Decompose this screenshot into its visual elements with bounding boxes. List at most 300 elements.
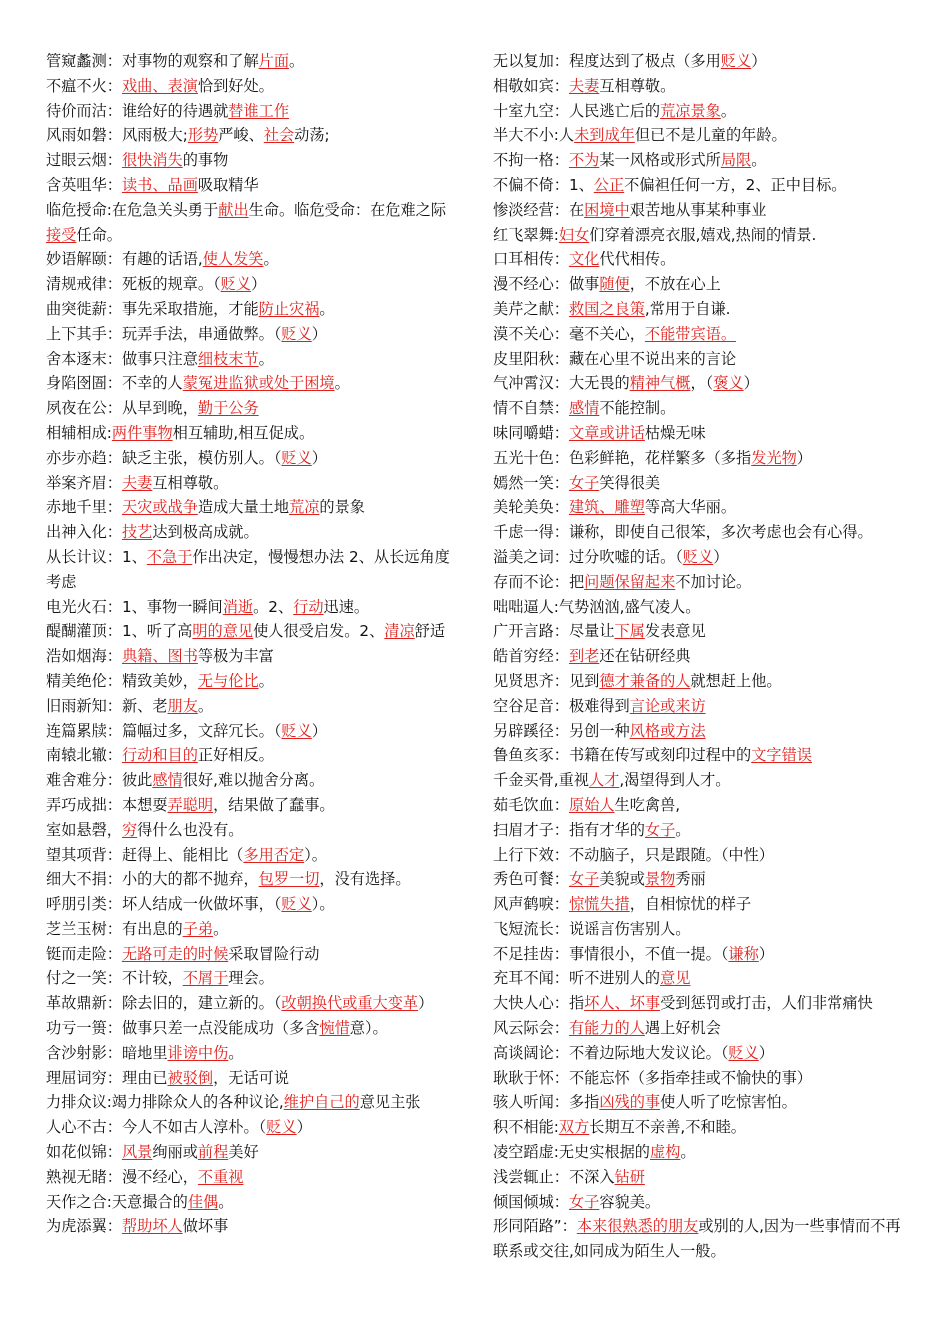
entry-text: 曲突徙薪：事先采取措施，才能: [46, 299, 259, 318]
entry-text: 使人听了吃惊害怕。: [660, 1093, 797, 1112]
highlighted-text: 感情: [568, 399, 600, 418]
highlighted-text: 贬义: [281, 324, 312, 343]
entry-text: 受到惩罚或打击，人们非常痛快: [660, 994, 873, 1013]
entry-text: 。: [218, 1192, 234, 1211]
highlighted-text: 到老: [568, 647, 600, 666]
entry-text: 的景象: [319, 498, 365, 517]
idiom-entry: [493, 1041, 913, 1066]
highlighted-text: 细枝末节: [197, 349, 259, 368]
entry-text: 出神入化：: [46, 523, 122, 542]
idiom-entry: [493, 99, 913, 124]
highlighted-text: 贬义: [720, 52, 752, 70]
entry-text: 上下其手：玩弄手法，串通做弊。（: [46, 324, 282, 343]
highlighted-text: 无路可走的时候: [121, 944, 229, 963]
highlighted-text: 女子: [568, 473, 600, 492]
entry-text: 形同陌路”：: [493, 1217, 577, 1236]
highlighted-text: 行动和目的: [121, 746, 198, 765]
idiom-entry: [46, 595, 460, 620]
idiom-entry: [493, 421, 913, 446]
entry-text: 醍醐灌顶：1、听了高: [46, 622, 193, 641]
entry-text: ）: [418, 994, 434, 1013]
entry-text: 。: [334, 374, 350, 393]
entry-text: 清规戒律：死板的规章。（: [46, 275, 221, 294]
idiom-entry: [493, 1165, 913, 1190]
highlighted-text: 随便: [599, 275, 630, 294]
idiom-entry: [493, 694, 913, 719]
idiom-entry: [46, 471, 460, 496]
highlighted-text: 意见: [660, 969, 691, 988]
entry-text: ）: [758, 944, 774, 963]
entry-text: 美貌或: [599, 870, 645, 889]
idiom-entry: [46, 148, 460, 173]
entry-text: 吸取精华: [197, 175, 259, 194]
entry-text: 半大不小:人: [493, 126, 575, 145]
entry-text: 过眼云烟：: [46, 151, 122, 170]
entry-text: 溢美之词：过分吹嘘的话。（: [493, 547, 683, 566]
entry-text: 无以复加：程度达到了极点（多用: [493, 52, 721, 70]
idiom-entry: [493, 297, 913, 322]
highlighted-text: 言论或来访: [629, 696, 706, 715]
highlighted-text: 帮助坏人: [121, 1217, 183, 1236]
idiom-entry: [46, 768, 460, 793]
entry-text: 恰到好处。: [197, 76, 274, 95]
entry-text: 空谷足音：极难得到: [493, 696, 630, 715]
entry-text: 某一风格或形式所: [599, 151, 721, 170]
entry-text: 容貌美。: [599, 1192, 661, 1211]
entry-text: 嫣然一笑：: [493, 473, 569, 492]
idiom-entry: [46, 818, 460, 843]
entry-text: 造成大量土地: [197, 498, 289, 517]
idiom-entry: [46, 446, 460, 471]
entry-text: 生吃禽兽,: [614, 795, 681, 814]
entry-text: ）。: [311, 895, 335, 914]
highlighted-text: 很快消失: [121, 151, 183, 170]
highlighted-text: 不屑于: [182, 969, 229, 988]
entry-text: 。2、: [253, 597, 294, 616]
entry-text: 红飞翠舞:: [493, 225, 559, 244]
entry-text: 熟视无睹：漫不经心，: [46, 1167, 198, 1186]
idiom-entry: [46, 1016, 460, 1041]
highlighted-text: 问题保留起来: [584, 572, 676, 591]
highlighted-text: 夫妻: [568, 76, 600, 95]
entry-text: 呼朋引类：坏人结成一伙做坏事，（: [46, 895, 282, 914]
entry-text: 。: [680, 1143, 696, 1162]
entry-text: 秀色可餐：: [493, 870, 569, 889]
highlighted-text: 建筑、雕塑: [568, 498, 645, 517]
entry-text: 高谈阔论：不着边际地大发议论。（: [493, 1043, 729, 1062]
highlighted-text: 行动: [293, 597, 324, 616]
entry-text: 广开言路：尽量让: [493, 622, 615, 641]
highlighted-text: 穷: [121, 820, 138, 839]
entry-text: 理屈词穷：理由已: [46, 1068, 168, 1087]
entry-text: 。: [289, 52, 305, 70]
entry-text: 等高大华丽。: [644, 498, 736, 517]
entry-text: 积不相能:: [493, 1118, 559, 1137]
entry-text: 含英咀华：: [46, 175, 122, 194]
entry-text: 迅速。: [323, 597, 370, 616]
highlighted-text: 女子: [568, 1192, 600, 1211]
entry-text: 夙夜在公：从早到晚，: [46, 399, 198, 418]
entry-text: 秀丽: [675, 870, 706, 889]
entry-text: 绚丽或: [152, 1143, 198, 1162]
highlighted-text: 不为: [568, 151, 600, 170]
entry-text: 付之一笑：不计较，: [46, 969, 183, 988]
idiom-entry: [46, 520, 460, 545]
entry-text: ）: [713, 547, 729, 566]
idiom-entry: [46, 74, 460, 99]
highlighted-text: 清凉: [384, 622, 415, 641]
entry-text: 举案齐眉：: [46, 473, 122, 492]
entry-text: 皮里阳秋：藏在心里不说出来的言论: [493, 349, 736, 368]
idiom-entry: [493, 917, 913, 942]
idiom-entry: [46, 966, 460, 991]
entry-text: 。: [228, 1043, 244, 1062]
highlighted-text: 弄聪明: [167, 795, 214, 814]
entry-text: 不拘一格：: [493, 151, 569, 170]
highlighted-text: 戏曲、表演: [121, 76, 198, 95]
idiom-entry: [46, 644, 460, 669]
highlighted-text: 惋惜: [319, 1019, 350, 1038]
highlighted-text: 维护自己的: [283, 1093, 360, 1112]
entry-text: 精美绝伦：精致美妙，: [46, 671, 198, 690]
highlighted-text: 替谁工作: [228, 101, 289, 120]
idiom-entry: [493, 1066, 913, 1091]
entry-text: 妙语解颐：有趣的话语,: [46, 250, 203, 269]
entry-text: 功亏一篑：做事只差一点没能成功（多含: [46, 1019, 320, 1038]
idiom-entry: [493, 570, 913, 595]
highlighted-text: 公正: [593, 175, 625, 194]
entry-text: 连篇累牍：篇幅过多，文辞冗长。（: [46, 721, 282, 740]
idiom-entry: [493, 1214, 913, 1264]
entry-text: 充耳不闻：听不进别人的: [493, 969, 661, 988]
entry-text: 但已不是儿童的年龄。: [634, 126, 787, 145]
entry-text: ）: [751, 52, 767, 70]
entry-text: 不足挂齿：事情很小，不值一提。（: [493, 944, 729, 963]
entry-text: ）: [311, 324, 327, 343]
entry-text: 美轮美奂：: [493, 498, 569, 517]
idiom-entry: [493, 272, 913, 297]
idiom-entry: [493, 867, 913, 892]
entry-text: 室如悬磬，: [46, 820, 122, 839]
entry-text: ）: [796, 448, 812, 467]
idiom-entry: [46, 1214, 460, 1239]
highlighted-text: 被驳倒: [167, 1068, 214, 1087]
entry-text: 旧雨新知：新、老: [46, 696, 168, 715]
entry-text: 漫不经心：做事: [493, 275, 600, 294]
highlighted-text: 典籍、图书: [121, 647, 198, 666]
idiom-entry: [46, 545, 460, 595]
entry-text: ，不放在心上: [629, 275, 721, 294]
idiom-entry: [493, 446, 913, 471]
highlighted-text: 防止灾祸: [258, 299, 320, 318]
idiom-entry: [46, 173, 460, 198]
entry-text: 不偏不倚：1、: [493, 175, 594, 194]
entry-text: 耿耿于怀：不能忘怀（多指牵挂或不愉快的事）: [493, 1068, 812, 1087]
idiom-entry: [46, 371, 460, 396]
entry-text: 如花似锦：: [46, 1143, 122, 1162]
entry-text: 望其项背：赶得上、能相比（: [46, 845, 244, 864]
entry-text: ）: [758, 1043, 774, 1062]
idiom-entry: [493, 966, 913, 991]
entry-text: 达到极高成就。: [152, 523, 259, 542]
idiom-entry: [46, 942, 460, 967]
highlighted-text: 献出: [218, 200, 249, 219]
entry-text: 身陷囹圄：不幸的人: [46, 374, 183, 393]
entry-text: ）: [296, 1118, 312, 1137]
idiom-entry: [46, 793, 460, 818]
idiom-entry: [46, 991, 460, 1016]
entry-text: 生命。临危受命：在危难之际: [248, 200, 446, 219]
entry-text: ）: [251, 275, 267, 294]
highlighted-text: 女子: [644, 820, 676, 839]
highlighted-text: 本来很熟悉的朋友: [576, 1217, 699, 1236]
idiom-entry: [493, 198, 913, 223]
entry-text: 发表意见: [644, 622, 706, 641]
entry-text: 。: [319, 299, 335, 318]
entry-text: 做坏事: [182, 1217, 229, 1236]
idiom-entry: [493, 669, 913, 694]
entry-text: ,渴望得到人才。: [619, 771, 731, 790]
idiom-entry: [493, 123, 913, 148]
highlighted-text: 人才: [588, 771, 620, 790]
highlighted-text: 文章或讲话: [568, 423, 645, 442]
highlighted-text: 包罗一切: [258, 870, 320, 889]
idiom-entry: [46, 1041, 460, 1066]
entry-text: 。: [258, 671, 274, 690]
entry-text: ，结果做了蠢事。: [213, 795, 335, 814]
entry-text: 从长计议：1、: [46, 547, 147, 566]
highlighted-text: 不急于: [146, 547, 193, 566]
entry-text: 正好相反。: [197, 746, 274, 765]
idiom-entry: [493, 371, 913, 396]
idiom-entry: [46, 272, 460, 297]
highlighted-text: 未到成年: [574, 126, 635, 145]
entry-text: 意见主张: [359, 1093, 421, 1112]
entry-text: 皓首穷经：: [493, 647, 569, 666]
entry-text: 遇上好机会: [644, 1019, 721, 1038]
highlighted-text: 使人发笑: [202, 250, 264, 269]
idiom-entry: [46, 669, 460, 694]
entry-text: 或别的人,因为一些事情而不再联系或交往,如同成为陌生人一般。: [493, 1217, 901, 1261]
entry-text: 惨淡经营：在: [493, 200, 585, 219]
entry-text: 南辕北辙：: [46, 746, 122, 765]
idiom-entry: [46, 1165, 460, 1190]
idiom-entry: [46, 1115, 460, 1140]
idiom-entry: [46, 247, 460, 272]
entry-text: 见贤思齐：见到: [493, 671, 600, 690]
idiom-entry: [46, 123, 460, 148]
highlighted-text: 女子: [568, 870, 600, 889]
entry-text: 革故鼎新：除去旧的，建立新的。（: [46, 994, 282, 1013]
idiom-entry: [46, 297, 460, 322]
idiom-entry: [493, 818, 913, 843]
entry-text: 鲁鱼亥豕：书籍在传写或刻印过程中的: [493, 746, 752, 765]
idiom-entry: [46, 49, 460, 74]
highlighted-text: 贬义: [682, 547, 714, 566]
entry-text: 意）。: [349, 1019, 388, 1038]
idiom-entry: [46, 1090, 460, 1115]
highlighted-text: 救国之良策: [568, 299, 645, 318]
entry-text: 力排众议:竭力排除众人的各种议论,: [46, 1093, 284, 1112]
highlighted-text: 形势: [187, 126, 219, 145]
entry-text: 细大不捐：小的大的都不抛弃，: [46, 870, 259, 889]
entry-text: 骇人听闻：多指: [493, 1093, 600, 1112]
idiom-entry: [493, 644, 913, 669]
idiom-entry: [46, 917, 460, 942]
left-column: [46, 49, 460, 1239]
entry-text: 任命。: [76, 225, 122, 244]
highlighted-text: 发光物: [751, 448, 797, 467]
highlighted-text: 夫妻: [121, 473, 153, 492]
entry-text: 艰苦地从事某种事业: [629, 200, 767, 219]
highlighted-text: 贬义: [281, 895, 312, 914]
highlighted-text: 前程: [197, 1143, 229, 1162]
entry-text: 动荡;: [294, 126, 330, 145]
idiom-entry: [46, 347, 460, 372]
idiom-entry: [493, 148, 913, 173]
idiom-entry: [493, 768, 913, 793]
highlighted-text: 钻研: [614, 1167, 645, 1186]
highlighted-text: 明的意见: [192, 622, 254, 641]
idiom-entry: [46, 843, 460, 868]
entry-text: 浩如烟海：: [46, 647, 122, 666]
entry-text: 五光十色：色彩鲜艳，花样繁多（多指: [493, 448, 752, 467]
entry-text: 相辅相成:: [46, 423, 112, 442]
entry-text: 存而不论：把: [493, 572, 585, 591]
highlighted-text: 读书、品画: [121, 175, 198, 194]
entry-text: 风云际会：: [493, 1019, 569, 1038]
entry-text: 。: [751, 151, 767, 170]
highlighted-text: 贬义: [220, 275, 252, 294]
highlighted-text: 褒义: [713, 374, 744, 393]
idiom-entry: [493, 396, 913, 421]
highlighted-text: 无与伦比: [197, 671, 259, 690]
highlighted-text: 蒙冤进监狱或处于困境: [182, 374, 335, 393]
entry-text: 还在钻研经典: [599, 647, 691, 666]
entry-text: 弄巧成拙：本想耍: [46, 795, 168, 814]
idiom-entry: [493, 1090, 913, 1115]
idiom-entry: [493, 223, 913, 248]
entry-text: 。: [675, 820, 691, 839]
idiom-entry: [46, 198, 460, 248]
highlighted-text: 勤于公务: [197, 399, 259, 418]
entry-text: 凌空蹈虚:无史实根据的: [493, 1143, 650, 1162]
entry-text: 千金买骨,重视: [493, 771, 589, 790]
highlighted-text: 多用否定: [243, 845, 305, 864]
highlighted-text: 诽谤中伤: [167, 1043, 229, 1062]
entry-text: 作出决定，慢慢想办法 2、从长远角度考虑: [46, 547, 450, 591]
idiom-entry: [493, 173, 913, 198]
entry-text: 。: [263, 250, 279, 269]
entry-text: 扫眉才子：指有才华的: [493, 820, 645, 839]
idiom-entry: [493, 843, 913, 868]
idiom-entry: [493, 991, 913, 1016]
idiom-entry: [493, 247, 913, 272]
entry-text: ，没有选择。: [319, 870, 411, 889]
idiom-entry: [46, 1190, 460, 1215]
highlighted-text: 困境中: [584, 200, 630, 219]
entry-text: 不偏袒任何一方，2、正中目标。: [624, 175, 847, 194]
highlighted-text: 朋友: [167, 696, 198, 715]
entry-text: ，（: [690, 374, 714, 393]
entry-text: 枯燥无味: [644, 423, 706, 442]
entry-text: 味同嚼蜡：: [493, 423, 569, 442]
idiom-entry: [493, 793, 913, 818]
highlighted-text: 精神气概: [629, 374, 691, 393]
highlighted-text: 贬义: [281, 448, 312, 467]
idiom-entry: [493, 471, 913, 496]
highlighted-text: 不重视: [197, 1167, 244, 1186]
entry-text: 风雨如磐：风雨极大;: [46, 126, 188, 145]
highlighted-text: 有能力的人: [568, 1019, 645, 1038]
entry-text: 的事物: [182, 151, 229, 170]
highlighted-text: 下属: [614, 622, 645, 641]
entry-text: 十室九空：人民逃亡后的: [493, 101, 661, 120]
idiom-entry: [493, 1140, 913, 1165]
highlighted-text: 贬义: [281, 721, 312, 740]
entry-text: 不能控制。: [599, 399, 676, 418]
highlighted-text: 坏人、坏事: [584, 994, 661, 1013]
highlighted-text: 贬义: [266, 1118, 297, 1137]
idiom-entry: [46, 719, 460, 744]
highlighted-text: 景物: [644, 870, 676, 889]
entry-text: ）: [311, 721, 327, 740]
entry-text: 难舍难分：彼此: [46, 771, 153, 790]
entry-text: 漠不关心：毫不关心，: [493, 324, 645, 343]
idiom-entry: [46, 99, 460, 124]
entry-text: 使人很受启发。2、: [253, 622, 385, 641]
idiom-entry: [493, 1016, 913, 1041]
entry-text: 情不自禁：: [493, 399, 569, 418]
entry-text: 为虎添翼：: [46, 1217, 122, 1236]
entry-text: 茹毛饮血：: [493, 795, 569, 814]
entry-text: ）。: [304, 845, 327, 864]
highlighted-text: 天灾或战争: [121, 498, 198, 517]
idiom-entry: [46, 1066, 460, 1091]
entry-text: 长期互不亲善,不和睦。: [589, 1118, 746, 1137]
idiom-entry: [493, 347, 913, 372]
highlighted-text: 子弟: [182, 919, 214, 938]
entry-text: 咄咄逼人:气势汹汹,盛气凌人。: [493, 597, 701, 616]
highlighted-text: 技艺: [121, 523, 153, 542]
entry-text: 舍本逐末：做事只注意: [46, 349, 198, 368]
idiom-entry: [493, 545, 913, 570]
highlighted-text: 社会: [263, 126, 295, 145]
idiom-entry: [46, 1140, 460, 1165]
entry-text: 大快人心：指: [493, 994, 585, 1013]
entry-text: ,常用于自谦.: [644, 299, 731, 318]
highlighted-text: 佳偶: [187, 1192, 219, 1211]
highlighted-text: 片面: [258, 52, 289, 70]
idiom-entry: [493, 719, 913, 744]
highlighted-text: 妇女: [558, 225, 590, 244]
idiom-entry: [46, 892, 460, 917]
entry-text: 赤地千里：: [46, 498, 122, 517]
entry-text: 。: [720, 101, 736, 120]
entry-text: 亦步亦趋：缺乏主张，模仿别人。（: [46, 448, 282, 467]
idiom-entry: [493, 743, 913, 768]
highlighted-text: 不能带宾语。: [644, 324, 736, 343]
entry-text: 互相尊敬。: [599, 76, 676, 95]
entry-text: 。: [213, 919, 229, 938]
highlighted-text: 原始人: [568, 795, 615, 814]
entry-text: 采取冒险行动: [228, 944, 320, 963]
entry-text: 很好,难以抛舍分离。: [182, 771, 325, 790]
entry-text: 倾国倾城：: [493, 1192, 569, 1211]
highlighted-text: 感情: [152, 771, 183, 790]
entry-text: 理会。: [228, 969, 274, 988]
highlighted-text: 凶残的事: [599, 1093, 661, 1112]
